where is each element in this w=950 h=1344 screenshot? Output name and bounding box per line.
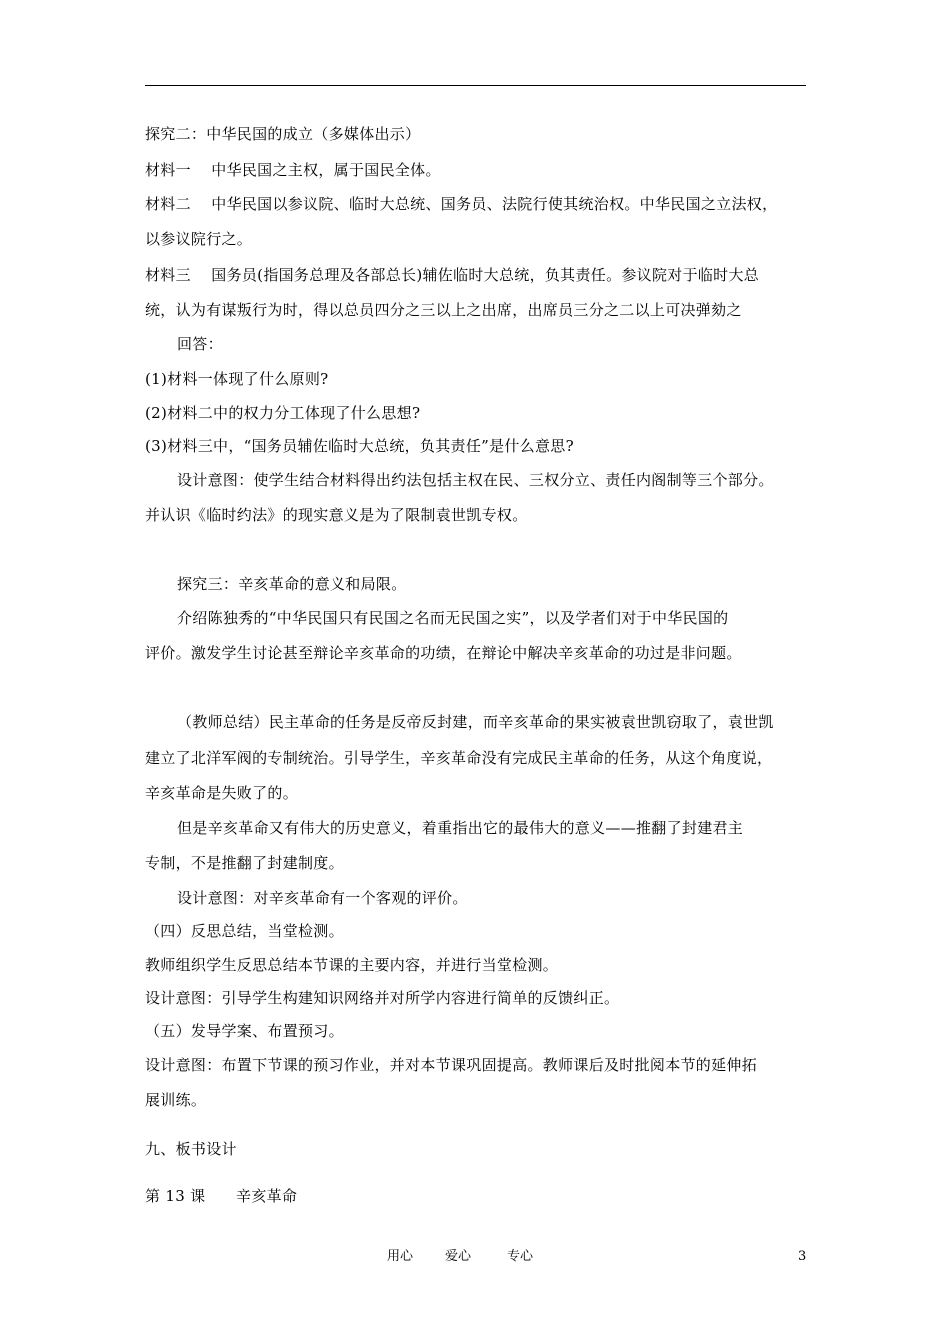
question-2: (2)材料二中的权力分工体现了什么思想?: [145, 404, 421, 422]
chen-duxiu-line-2: 评价。激发学生讨论甚至辩论辛亥革命的功绩，在辩论中解决辛亥革命的功过是非问题。: [145, 644, 742, 662]
page-number: 3: [798, 1249, 807, 1264]
teacher-summary-line-3: 辛亥革命是失败了的。: [145, 784, 299, 802]
chen-duxiu-line-1: 介绍陈独秀的“中华民国只有民国之名而无民国之实”，以及学者们对于中华民国的: [177, 609, 729, 627]
design-intent-2: 设计意图：对辛亥革命有一个客观的评价。: [177, 889, 468, 907]
section-heading-explore-2: 探究二：中华民国的成立（多媒体出示）: [145, 125, 421, 143]
section-heading-reflect: （四）反思总结，当堂检测。: [145, 922, 344, 940]
section-heading-explore-3: 探究三：辛亥革命的意义和局限。: [177, 575, 407, 593]
lesson-title: 第 13 课 辛亥革命: [145, 1187, 298, 1205]
material-3-line-2: 统，认为有谋叛行为时，得以总员四分之三以上之出席，出席员三分之二以上可决弹劾之: [145, 301, 742, 319]
answer-label: 回答：: [177, 335, 223, 353]
footer-motto-1: 用心: [387, 1249, 414, 1264]
section-heading-preview: （五）发导学案、布置预习。: [145, 1022, 344, 1040]
section-heading-board-design: 九、板书设计: [145, 1140, 237, 1158]
header-rule: [145, 85, 806, 86]
footer-motto-3: 专心: [507, 1249, 534, 1264]
footer-motto-2: 爱心: [445, 1249, 472, 1264]
design-intent-1-line-2: 并认识《临时约法》的现实意义是为了限制袁世凯专权。: [145, 506, 528, 524]
design-intent-3: 设计意图：引导学生构建知识网络并对所学内容进行简单的反馈纠正。: [145, 989, 620, 1007]
material-2-line-2: 以参议院行之。: [145, 230, 253, 248]
teacher-summary-line-2: 建立了北洋军阀的专制统治。引导学生，辛亥革命没有完成民主革命的任务，从这个角度说，: [145, 749, 773, 767]
question-3: (3)材料三中，“国务员辅佐临时大总统，负其责任”是什么意思?: [145, 437, 574, 455]
material-2-line-1: 材料二 中华民国以参议院、临时大总统、国务员、法院行使其统治权。中华民国之立法权，: [145, 195, 778, 213]
significance-line-2: 专制，不是推翻了封建制度。: [145, 854, 344, 872]
material-3-line-1: 材料三 国务员(指国务总理及各部总长)辅佐临时大总统，负其责任。参议院对于临时大总: [145, 266, 760, 284]
teacher-summary-line-1: （教师总结）民主革命的任务是反帝反封建，而辛亥革命的果实被袁世凯窃取了，袁世凯: [177, 713, 774, 731]
design-intent-1-line-1: 设计意图：使学生结合材料得出约法包括主权在民、三权分立、责任内阁制等三个部分。: [177, 471, 774, 489]
design-intent-4-line-1: 设计意图：布置下节课的预习作业，并对本节课巩固提高。教师课后及时批阅本节的延伸拓: [145, 1056, 758, 1074]
material-1-line: 材料一 中华民国之主权，属于国民全体。: [145, 161, 441, 179]
reflect-text: 教师组织学生反思总结本节课的主要内容，并进行当堂检测。: [145, 956, 559, 974]
significance-line-1: 但是辛亥革命又有伟大的历史意义，着重指出它的最伟大的意义——推翻了封建君主: [177, 819, 744, 837]
question-1: (1)材料一体现了什么原则?: [145, 370, 329, 388]
design-intent-4-line-2: 展训练。: [145, 1091, 207, 1109]
